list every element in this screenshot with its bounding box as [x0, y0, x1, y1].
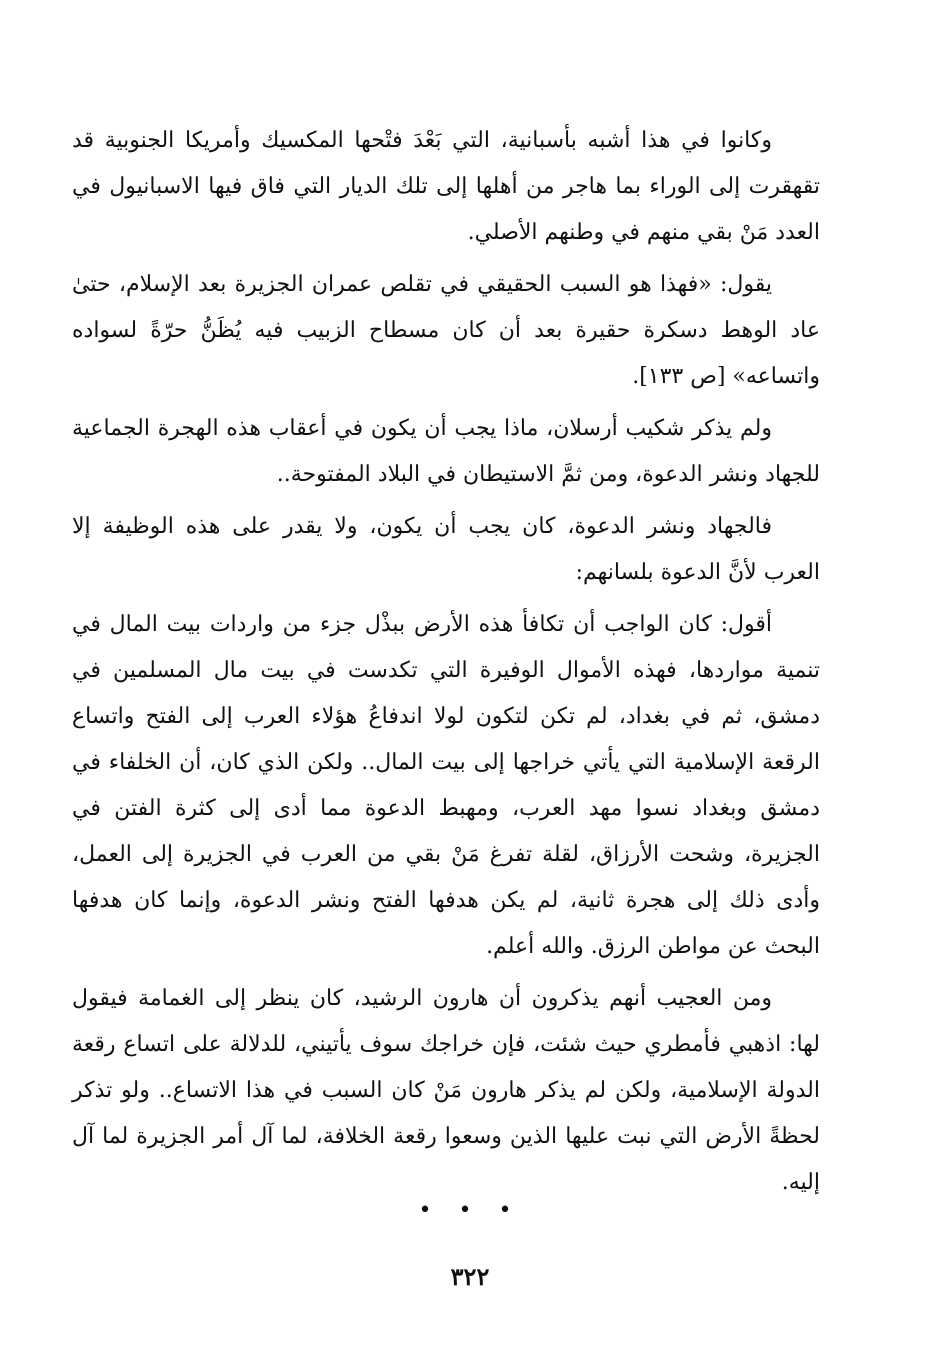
paragraph-3: ولم يذكر شكيب أرسلان، ماذا يجب أن يكون في أعقاب هذه الهجرة الجماعية للجهاد ونشر الدعوة، ومن ثمَّ الاستيطان في البلاد المفتوحة..: [72, 416, 820, 487]
page-number: ٣٢٢: [450, 1262, 490, 1291]
paragraph-6: ومن العجيب أنهم يذكرون أن هارون الرشيد، كان ينظر إلى الغمامة فيقول لها: اذهبي فأمطري حيث شئت، فإن خراجك سوف يأتيني، للدلالة على اتساع رقعة الدولة الإسلامية، ولكن لم يذكر هارون مَنْ كان السبب في هذا الاتساع.. ولو تذكر لحظةً الأرض التي نبت عليها الذين وسعوا رقعة الخلافة، لما آل أمر الجزيرة لما آل إليه.: [72, 986, 820, 1195]
section-separator: • • •: [418, 1198, 522, 1223]
paragraph-4: فالجهاد ونشر الدعوة، كان يجب أن يكون، ولا يقدر على هذه الوظيفة إلا العرب لأنَّ الدعوة بلسانهم:: [72, 514, 820, 585]
paragraph-1: وكانوا في هذا أشبه بأسبانية، التي بَعْدَ فتْحها المكسيك وأمريكا الجنوبية قد تقهقرت إلى الوراء بما هاجر من أهلها إلى تلك الديار التي فاق فيها الاسبانيول في العدد مَنْ بقي منهم في وطنهم الأصلي.: [72, 128, 820, 245]
paragraph-5: أقول: كان الواجب أن تكافأ هذه الأرض ببذْل جزء من واردات بيت المال في تنمية مواردها، فهذه الأموال الوفيرة التي تكدست في بيت مال المسلمين في دمشق، ثم في بغداد، لم تكن لتكون لولا اندفاعُ هؤلاء العرب إلى الفتح واتساع الرقعة الإسلامية التي يأتي خراجها إلى بيت المال.. ولكن الذي كان، أن الخلفاء في دمشق وبغداد نسوا مهد العرب، ومهبط الدعوة مما أدى إلى كثرة الفتن في الجزيرة، وشحت الأرزاق، لقلة تفرغ مَنْ بقي من العرب في الجزيرة إلى العمل، وأدى ذلك إلى هجرة ثانية، لم يكن هدفها الفتح ونشر الدعوة، وإنما كان هدفها البحث عن مواطن الرزق. والله أعلم.: [72, 612, 820, 959]
paragraph-2: يقول: «فهذا هو السبب الحقيقي في تقلص عمران الجزيرة بعد الإسلام، حتىٰ عاد الوهط دسكرة حقيرة بعد أن كان مسطاح الزبيب فيه يُظَنُّ حرّةً لسواده واتساعه» [ص ١٣٣].: [72, 272, 820, 389]
body-text: [72, 118, 820, 1212]
